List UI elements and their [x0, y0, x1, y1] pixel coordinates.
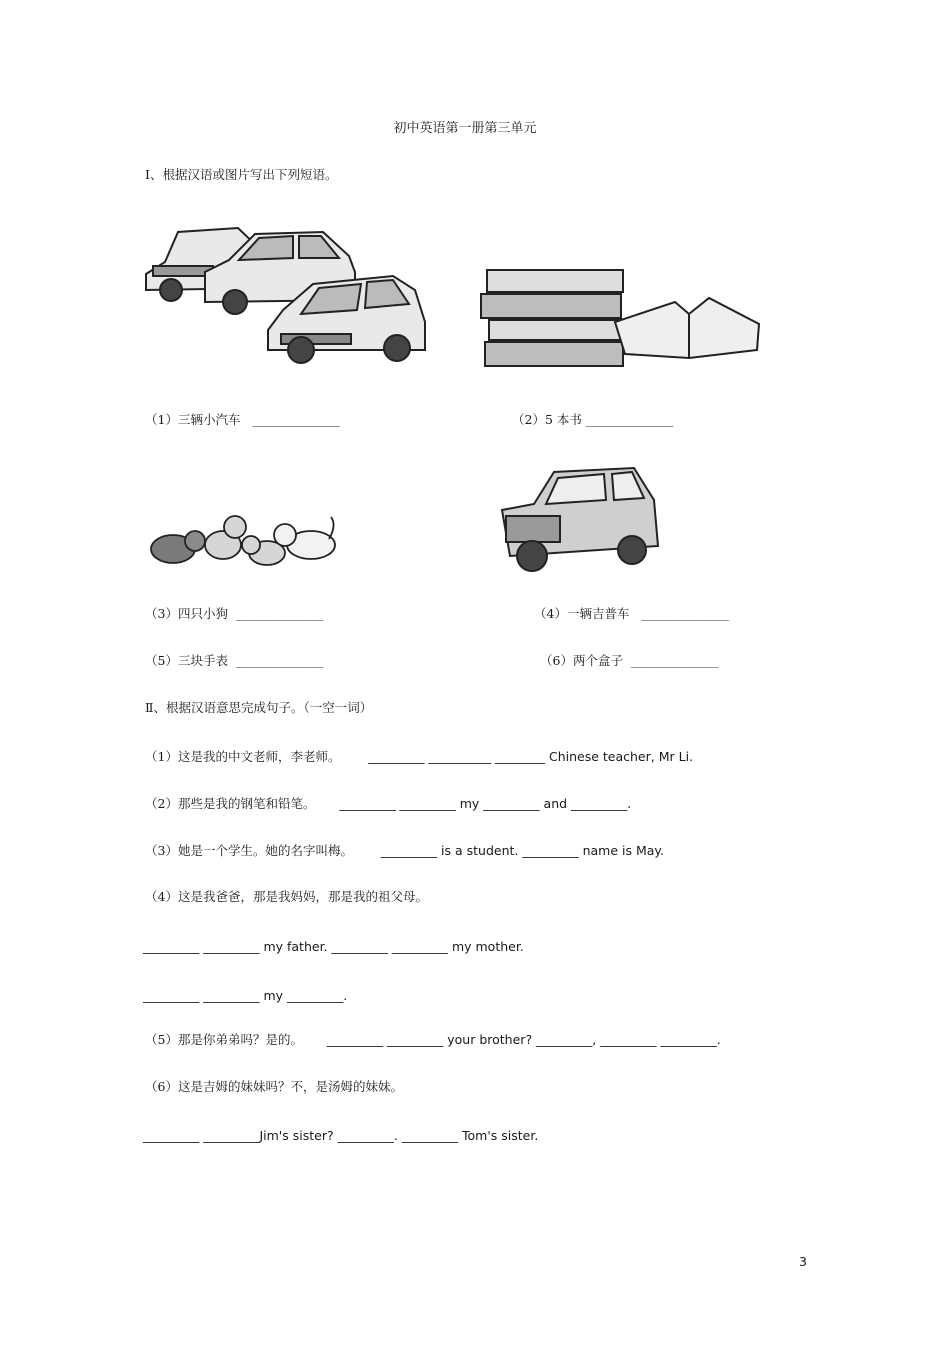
item-3-number: （3）	[145, 606, 178, 621]
question-3-chinese: （3）她是一个学生。她的名字叫梅。	[145, 843, 353, 858]
item-1	[145, 412, 340, 428]
answer-blank[interactable]: ______________	[585, 412, 674, 427]
item-2-chinese: 5 本书	[544, 412, 582, 427]
question-5-english[interactable]: _________ _________ your brother? _________, _________ _________.	[326, 1032, 721, 1047]
item-3-chinese: 四只小狗	[177, 606, 228, 621]
answer-blank[interactable]: ______________	[252, 412, 340, 427]
answer-blank[interactable]: ______________	[235, 606, 324, 621]
item-6-chinese: 两个盒子	[572, 653, 623, 668]
question-1-english[interactable]: _________ __________ ________ Chinese teacher, Mr Li.	[368, 749, 694, 764]
item-4-number: （4）	[534, 606, 567, 621]
jeep-illustration-icon	[494, 460, 664, 580]
question-6-english[interactable]: _________ _________Jim's sister? _________. _________ Tom's sister.	[143, 1128, 539, 1143]
dogs-illustration-icon	[143, 505, 338, 580]
question-4-english-line2[interactable]: _________ _________ my _________.	[143, 988, 348, 1003]
question-2-chinese: （2）那些是我的钢笔和铅笔。	[145, 796, 316, 811]
page-number: 3	[799, 1254, 807, 1269]
item-1-chinese: 三辆小汽车	[177, 412, 241, 427]
question-5	[145, 1032, 721, 1048]
question-5-chinese: （5）那是你弟弟吗？是的。	[145, 1032, 303, 1047]
question-2-english[interactable]: _________ _________ my _________ and _________.	[339, 796, 632, 811]
item-5-number: （5）	[145, 653, 178, 668]
item-4-chinese: 一辆吉普车	[566, 606, 630, 621]
question-3-english[interactable]: _________ is a student. _________ name is May.	[380, 843, 664, 858]
page-title: 初中英语第一册第三单元	[393, 121, 537, 136]
answer-blank[interactable]: ______________	[235, 653, 324, 668]
item-5-chinese: 三块手表	[177, 653, 228, 668]
item-2-number: （2）	[512, 412, 545, 427]
item-3	[145, 606, 323, 622]
section2-heading: Ⅱ、根据汉语意思完成句子。（一空一词）	[145, 700, 373, 715]
question-2	[145, 796, 631, 812]
item-5	[145, 653, 323, 669]
question-6-chinese: （6）这是吉姆的妹妹吗？不，是汤姆的妹妹。	[145, 1079, 403, 1094]
answer-blank[interactable]: ______________	[641, 606, 729, 621]
question-1	[145, 749, 693, 765]
books-illustration-icon	[475, 262, 765, 372]
question-4-english-line1[interactable]: _________ _________ my father. _________ _________ my mother.	[143, 939, 524, 954]
question-1-chinese: （1）这是我的中文老师，李老师。	[145, 749, 341, 764]
item-6	[540, 653, 718, 669]
section1-heading: Ⅰ、根据汉语或图片写出下列短语。	[145, 167, 338, 182]
question-3	[145, 843, 664, 859]
answer-blank[interactable]: ______________	[630, 653, 719, 668]
cars-illustration-icon	[143, 222, 428, 367]
item-1-number: （1）	[145, 412, 178, 427]
question-4-chinese: （4）这是我爸爸，那是我妈妈，那是我的祖父母。	[145, 889, 428, 904]
item-6-number: （6）	[540, 653, 573, 668]
item-2	[512, 412, 673, 428]
item-4	[534, 606, 729, 622]
